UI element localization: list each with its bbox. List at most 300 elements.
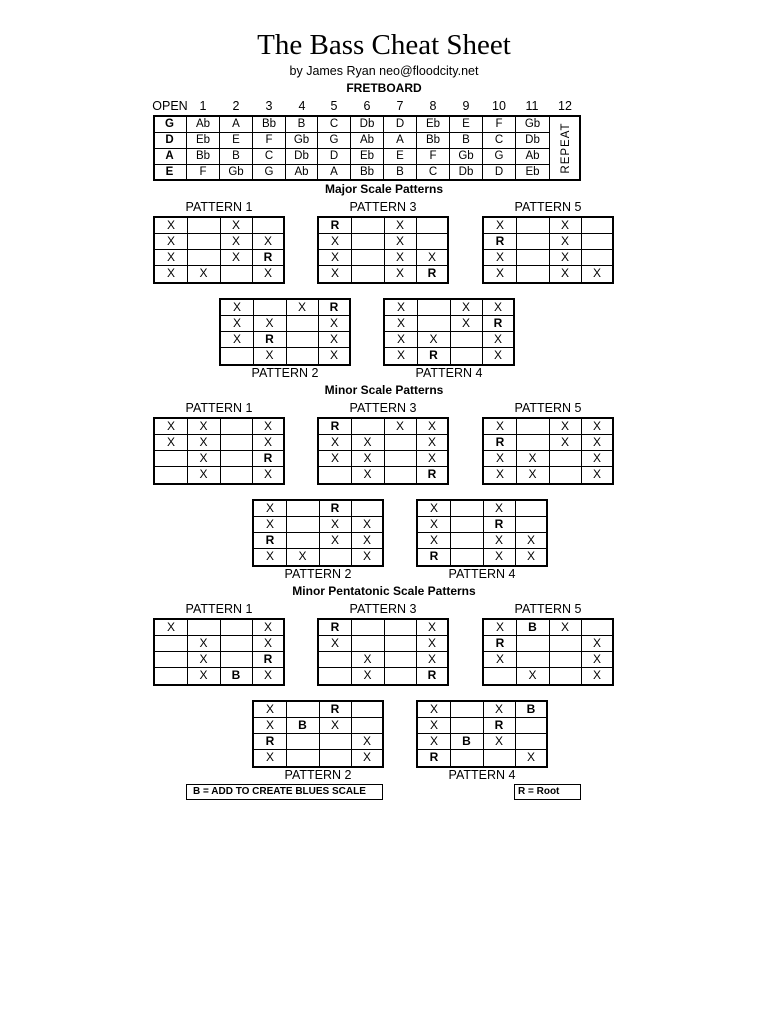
scale-note-cell: X bbox=[592, 668, 601, 682]
scale-note-cell: X bbox=[484, 218, 517, 234]
empty-cell bbox=[319, 734, 352, 750]
empty-cell bbox=[155, 451, 188, 467]
empty-cell bbox=[287, 517, 320, 533]
string-label: E bbox=[153, 165, 187, 181]
pattern-label: PATTERN 2 bbox=[284, 768, 352, 782]
pattern-label: PATTERN 3 bbox=[349, 401, 417, 415]
empty-cell bbox=[582, 218, 613, 234]
fret-header-12: 12 bbox=[558, 99, 572, 113]
empty-cell bbox=[549, 668, 582, 684]
empty-cell bbox=[188, 218, 221, 234]
root-note-cell: R bbox=[319, 620, 352, 636]
scale-note-cell: X bbox=[418, 332, 451, 348]
root-note-cell: R bbox=[418, 348, 451, 364]
scale-note-cell: X bbox=[484, 250, 517, 266]
scale-note-cell: X bbox=[287, 549, 320, 565]
scale-note-cell: X bbox=[384, 250, 417, 266]
scale-note-cell: X bbox=[483, 734, 516, 750]
scale-note-cell: X bbox=[155, 234, 188, 250]
empty-cell bbox=[352, 702, 383, 718]
pattern-label: PATTERN 5 bbox=[514, 401, 582, 415]
scale-note-cell: X bbox=[526, 750, 535, 764]
fret-note: A bbox=[384, 133, 417, 149]
scale-note-cell: X bbox=[362, 750, 371, 764]
empty-cell bbox=[517, 652, 550, 668]
empty-cell bbox=[188, 234, 221, 250]
empty-cell bbox=[582, 250, 613, 266]
empty-cell bbox=[549, 451, 582, 467]
empty-cell bbox=[517, 266, 550, 282]
empty-cell bbox=[418, 300, 451, 316]
scale-note-cell: X bbox=[549, 218, 582, 234]
scale-note-cell: X bbox=[582, 636, 613, 652]
scale-note-cell: X bbox=[263, 467, 272, 481]
scale-note-cell: X bbox=[155, 620, 188, 636]
root-note-cell: R bbox=[254, 734, 287, 750]
root-note-cell: R bbox=[254, 332, 287, 348]
fret-header-3: 3 bbox=[265, 99, 273, 113]
fret-note: G bbox=[483, 149, 516, 165]
empty-cell bbox=[450, 332, 483, 348]
scale-note-cell: X bbox=[418, 517, 451, 533]
pattern-grid bbox=[317, 417, 449, 485]
scale-note-cell: X bbox=[384, 218, 417, 234]
scale-note-cell: X bbox=[352, 734, 383, 750]
empty-cell bbox=[287, 750, 320, 766]
empty-cell bbox=[384, 435, 417, 451]
root-note-cell: R bbox=[254, 533, 287, 549]
blues-note-cell: B bbox=[516, 702, 547, 718]
pattern-grid bbox=[416, 700, 548, 768]
empty-cell bbox=[352, 501, 383, 517]
fret-note: D bbox=[483, 165, 516, 181]
pattern-grid bbox=[482, 216, 614, 284]
fret-header-11: 11 bbox=[525, 99, 539, 113]
fret-note: C bbox=[253, 149, 286, 165]
root-note-cell: R bbox=[427, 266, 437, 280]
empty-cell bbox=[155, 668, 188, 684]
empty-cell bbox=[549, 636, 582, 652]
fret-note: Ab bbox=[286, 165, 318, 181]
fret-header-9: 9 bbox=[462, 99, 470, 113]
empty-cell bbox=[451, 750, 484, 766]
empty-cell bbox=[516, 517, 547, 533]
fret-note: A bbox=[220, 117, 253, 133]
scale-note-cell: X bbox=[549, 234, 582, 250]
scale-note-cell: X bbox=[582, 419, 613, 435]
scale-note-cell: X bbox=[549, 419, 582, 435]
root-note-cell: R bbox=[484, 636, 517, 652]
empty-cell bbox=[451, 533, 484, 549]
empty-cell bbox=[352, 718, 383, 734]
empty-cell bbox=[384, 652, 417, 668]
scale-note-cell: X bbox=[483, 501, 516, 517]
fret-note: E bbox=[220, 133, 253, 149]
scale-note-cell: X bbox=[385, 316, 418, 332]
fret-note: Ab bbox=[187, 117, 220, 133]
scale-note-cell: X bbox=[352, 517, 383, 533]
empty-cell bbox=[352, 218, 385, 234]
fret-note: Eb bbox=[417, 117, 450, 133]
fret-header-1: 1 bbox=[199, 99, 207, 113]
scale-note-cell: X bbox=[526, 549, 535, 563]
repeat-label: REPEAT bbox=[559, 122, 572, 174]
scale-note-cell: X bbox=[220, 218, 253, 234]
scale-note-cell: X bbox=[484, 451, 517, 467]
scale-note-cell: X bbox=[385, 300, 418, 316]
pattern-label: PATTERN 4 bbox=[448, 768, 516, 782]
empty-cell bbox=[254, 300, 287, 316]
scale-note-cell: X bbox=[352, 435, 385, 451]
string-label: D bbox=[153, 133, 187, 149]
empty-cell bbox=[484, 668, 517, 684]
root-note-cell: R bbox=[418, 549, 451, 565]
scale-note-cell: X bbox=[188, 435, 221, 451]
fret-header-10: 10 bbox=[492, 99, 506, 113]
scale-note-cell: X bbox=[155, 266, 188, 282]
fret-header-8: 8 bbox=[429, 99, 437, 113]
fret-note: Bb bbox=[417, 133, 450, 149]
empty-cell bbox=[287, 734, 320, 750]
section-heading: Minor Scale Patterns bbox=[324, 383, 444, 397]
scale-note-cell: X bbox=[352, 652, 385, 668]
fret-note: Eb bbox=[516, 165, 550, 181]
scale-note-cell: X bbox=[484, 620, 517, 636]
root-note-cell: R bbox=[253, 451, 284, 467]
fret-note: D bbox=[318, 149, 351, 165]
fret-note: Gb bbox=[220, 165, 253, 181]
empty-cell bbox=[352, 234, 385, 250]
empty-cell bbox=[384, 620, 417, 636]
scale-note-cell: X bbox=[155, 419, 188, 435]
scale-note-cell: X bbox=[254, 718, 287, 734]
pattern-grid bbox=[252, 700, 384, 768]
root-note-cell: R bbox=[253, 250, 284, 266]
scale-note-cell: X bbox=[385, 348, 418, 364]
pattern-label: PATTERN 1 bbox=[185, 200, 253, 214]
scale-note-cell: X bbox=[417, 250, 448, 266]
pattern-label: PATTERN 5 bbox=[514, 200, 582, 214]
scale-note-cell: X bbox=[592, 266, 601, 280]
empty-cell bbox=[517, 435, 550, 451]
empty-cell bbox=[220, 266, 253, 282]
scale-note-cell: X bbox=[417, 636, 448, 652]
empty-cell bbox=[155, 467, 188, 483]
empty-cell bbox=[384, 636, 417, 652]
empty-cell bbox=[319, 467, 352, 483]
fret-note: D bbox=[384, 117, 417, 133]
author-byline: by James Ryan neo@floodcity.net bbox=[289, 64, 479, 78]
scale-note-cell: X bbox=[352, 533, 383, 549]
fret-note: B bbox=[286, 117, 318, 133]
fret-note: Db bbox=[286, 149, 318, 165]
scale-note-cell: X bbox=[352, 451, 385, 467]
scale-note-cell: X bbox=[155, 250, 188, 266]
scale-note-cell: X bbox=[483, 533, 516, 549]
scale-note-cell: X bbox=[418, 734, 451, 750]
root-note-cell: R bbox=[484, 234, 517, 250]
empty-cell bbox=[418, 316, 451, 332]
scale-note-cell: X bbox=[582, 451, 613, 467]
empty-cell bbox=[352, 620, 385, 636]
scale-note-cell: X bbox=[254, 517, 287, 533]
fret-note: Bb bbox=[253, 117, 286, 133]
empty-cell bbox=[221, 348, 254, 364]
scale-note-cell: X bbox=[319, 316, 350, 332]
empty-cell bbox=[451, 501, 484, 517]
scale-note-cell: X bbox=[188, 668, 221, 684]
scale-note-cell: X bbox=[417, 451, 448, 467]
empty-cell bbox=[384, 668, 417, 684]
empty-cell bbox=[451, 718, 484, 734]
empty-cell bbox=[516, 501, 547, 517]
pattern-grid bbox=[317, 618, 449, 686]
fret-note: Ab bbox=[351, 133, 384, 149]
scale-note-cell: X bbox=[418, 501, 451, 517]
scale-note-cell: X bbox=[221, 300, 254, 316]
fret-note: Gb bbox=[450, 149, 483, 165]
pattern-label: PATTERN 5 bbox=[514, 602, 582, 616]
scale-note-cell: X bbox=[592, 467, 601, 481]
scale-note-cell: X bbox=[417, 419, 448, 435]
root-note-cell: R bbox=[427, 668, 437, 682]
scale-note-cell: X bbox=[417, 435, 448, 451]
empty-cell bbox=[319, 652, 352, 668]
scale-note-cell: X bbox=[188, 467, 221, 483]
scale-note-cell: X bbox=[254, 348, 287, 364]
scale-note-cell: X bbox=[484, 467, 517, 483]
empty-cell bbox=[352, 419, 385, 435]
empty-cell bbox=[451, 549, 484, 565]
scale-note-cell: X bbox=[263, 668, 272, 682]
scale-note-cell: X bbox=[362, 549, 371, 563]
fret-note: F bbox=[187, 165, 220, 181]
scale-note-cell: X bbox=[417, 620, 448, 636]
string-label: A bbox=[153, 149, 187, 165]
empty-cell bbox=[155, 636, 188, 652]
fret-note: Db bbox=[516, 133, 550, 149]
fret-note: F bbox=[483, 117, 516, 133]
empty-cell bbox=[220, 652, 253, 668]
fret-header-open: OPEN bbox=[152, 99, 188, 113]
empty-cell bbox=[220, 620, 253, 636]
fret-note: G bbox=[318, 133, 351, 149]
scale-note-cell: X bbox=[188, 451, 221, 467]
blues-legend: B = ADD TO CREATE BLUES SCALE bbox=[186, 784, 383, 800]
pattern-grid bbox=[482, 417, 614, 485]
empty-cell bbox=[286, 348, 319, 364]
scale-note-cell: X bbox=[417, 652, 448, 668]
empty-cell bbox=[155, 652, 188, 668]
root-note-cell: R bbox=[319, 702, 352, 718]
scale-note-cell: X bbox=[418, 718, 451, 734]
empty-cell bbox=[417, 234, 448, 250]
empty-cell bbox=[483, 750, 516, 766]
scale-note-cell: X bbox=[418, 702, 451, 718]
empty-cell bbox=[417, 218, 448, 234]
scale-note-cell: X bbox=[450, 300, 483, 316]
scale-note-cell: X bbox=[385, 332, 418, 348]
scale-note-cell: X bbox=[484, 419, 517, 435]
scale-note-cell: X bbox=[329, 348, 338, 362]
empty-cell bbox=[286, 316, 319, 332]
scale-note-cell: X bbox=[493, 348, 502, 362]
fret-note: B bbox=[384, 165, 417, 181]
empty-cell bbox=[188, 620, 221, 636]
pattern-label: PATTERN 4 bbox=[415, 366, 483, 380]
empty-cell bbox=[451, 702, 484, 718]
scale-note-cell: X bbox=[319, 250, 352, 266]
pattern-grid bbox=[317, 216, 449, 284]
scale-note-cell: X bbox=[319, 332, 350, 348]
scale-note-cell: X bbox=[517, 467, 550, 483]
pattern-grid bbox=[153, 417, 285, 485]
scale-note-cell: X bbox=[263, 266, 272, 280]
pattern-label: PATTERN 1 bbox=[185, 401, 253, 415]
fret-note: C bbox=[483, 133, 516, 149]
fret-note: F bbox=[253, 133, 286, 149]
scale-note-cell: X bbox=[253, 636, 284, 652]
empty-cell bbox=[549, 467, 582, 483]
scale-note-cell: X bbox=[188, 266, 221, 282]
root-note-cell: R bbox=[483, 316, 514, 332]
empty-cell bbox=[451, 517, 484, 533]
root-note-cell: R bbox=[484, 435, 517, 451]
blues-note-cell: B bbox=[287, 718, 320, 734]
fret-note: B bbox=[220, 149, 253, 165]
scale-note-cell: X bbox=[220, 250, 253, 266]
fret-note: C bbox=[318, 117, 351, 133]
empty-cell bbox=[352, 266, 385, 282]
empty-cell bbox=[352, 250, 385, 266]
pattern-label: PATTERN 4 bbox=[448, 567, 516, 581]
root-note-cell: R bbox=[427, 467, 437, 481]
empty-cell bbox=[516, 718, 547, 734]
blues-note-cell: B bbox=[517, 620, 550, 636]
empty-cell bbox=[549, 652, 582, 668]
fret-note: Bb bbox=[351, 165, 384, 181]
scale-note-cell: X bbox=[254, 549, 287, 565]
scale-note-cell: X bbox=[352, 467, 385, 483]
fret-note: E bbox=[450, 117, 483, 133]
empty-cell bbox=[517, 636, 550, 652]
pattern-label: PATTERN 1 bbox=[185, 602, 253, 616]
fret-note: Ab bbox=[516, 149, 550, 165]
empty-cell bbox=[450, 348, 483, 364]
root-note-cell: R bbox=[319, 218, 352, 234]
root-note-cell: R bbox=[253, 652, 284, 668]
scale-note-cell: X bbox=[549, 435, 582, 451]
fretboard-heading: FRETBOARD bbox=[346, 81, 422, 95]
empty-cell bbox=[384, 451, 417, 467]
empty-cell bbox=[220, 451, 253, 467]
empty-cell bbox=[319, 668, 352, 684]
pattern-label: PATTERN 3 bbox=[349, 200, 417, 214]
fret-header-5: 5 bbox=[330, 99, 338, 113]
empty-cell bbox=[220, 467, 253, 483]
root-note-cell: R bbox=[483, 718, 516, 734]
scale-note-cell: X bbox=[319, 234, 352, 250]
fret-note: B bbox=[450, 133, 483, 149]
empty-cell bbox=[253, 218, 284, 234]
scale-note-cell: X bbox=[319, 533, 352, 549]
empty-cell bbox=[286, 332, 319, 348]
scale-note-cell: X bbox=[549, 266, 582, 282]
empty-cell bbox=[516, 734, 547, 750]
pattern-grid bbox=[153, 216, 285, 284]
scale-note-cell: X bbox=[220, 234, 253, 250]
fretboard-grid bbox=[153, 115, 581, 181]
repeat-column bbox=[550, 115, 581, 181]
empty-cell bbox=[287, 501, 320, 517]
empty-cell bbox=[287, 533, 320, 549]
scale-note-cell: X bbox=[155, 218, 188, 234]
scale-note-cell: X bbox=[254, 501, 287, 517]
scale-note-cell: X bbox=[384, 266, 417, 282]
empty-cell bbox=[220, 435, 253, 451]
scale-note-cell: X bbox=[483, 549, 516, 565]
scale-note-cell: X bbox=[253, 419, 284, 435]
scale-note-cell: X bbox=[516, 533, 547, 549]
pattern-grid bbox=[482, 618, 614, 686]
scale-note-cell: X bbox=[253, 435, 284, 451]
empty-cell bbox=[517, 218, 550, 234]
pattern-grid bbox=[153, 618, 285, 686]
fret-note: E bbox=[384, 149, 417, 165]
scale-note-cell: X bbox=[319, 517, 352, 533]
pattern-label: PATTERN 3 bbox=[349, 602, 417, 616]
root-note-cell: R bbox=[319, 501, 352, 517]
scale-note-cell: X bbox=[319, 718, 352, 734]
empty-cell bbox=[319, 750, 352, 766]
scale-note-cell: X bbox=[549, 250, 582, 266]
scale-note-cell: X bbox=[483, 332, 514, 348]
scale-note-cell: X bbox=[221, 316, 254, 332]
scale-note-cell: X bbox=[517, 451, 550, 467]
fret-header-6: 6 bbox=[363, 99, 371, 113]
root-note-cell: R bbox=[319, 419, 352, 435]
empty-cell bbox=[517, 234, 550, 250]
root-note-cell: R bbox=[483, 517, 516, 533]
pattern-label: PATTERN 2 bbox=[284, 567, 352, 581]
fret-note: C bbox=[417, 165, 450, 181]
scale-note-cell: X bbox=[582, 435, 613, 451]
fret-header-7: 7 bbox=[396, 99, 404, 113]
scale-note-cell: X bbox=[221, 332, 254, 348]
empty-cell bbox=[287, 702, 320, 718]
scale-note-cell: X bbox=[483, 300, 514, 316]
fret-note: Gb bbox=[516, 117, 550, 133]
scale-note-cell: X bbox=[549, 620, 582, 636]
fret-header-2: 2 bbox=[232, 99, 240, 113]
scale-note-cell: X bbox=[483, 702, 516, 718]
string-label: G bbox=[153, 117, 187, 133]
empty-cell bbox=[352, 636, 385, 652]
scale-note-cell: X bbox=[253, 234, 284, 250]
scale-note-cell: X bbox=[384, 419, 417, 435]
scale-note-cell: X bbox=[352, 668, 385, 684]
fret-note: Bb bbox=[187, 149, 220, 165]
scale-note-cell: X bbox=[384, 234, 417, 250]
empty-cell bbox=[517, 250, 550, 266]
scale-note-cell: X bbox=[319, 636, 352, 652]
empty-cell bbox=[188, 250, 221, 266]
fret-note: Db bbox=[450, 165, 483, 181]
fret-header-4: 4 bbox=[298, 99, 306, 113]
fret-note: Eb bbox=[187, 133, 220, 149]
scale-note-cell: X bbox=[484, 266, 517, 282]
scale-note-cell: X bbox=[188, 652, 221, 668]
